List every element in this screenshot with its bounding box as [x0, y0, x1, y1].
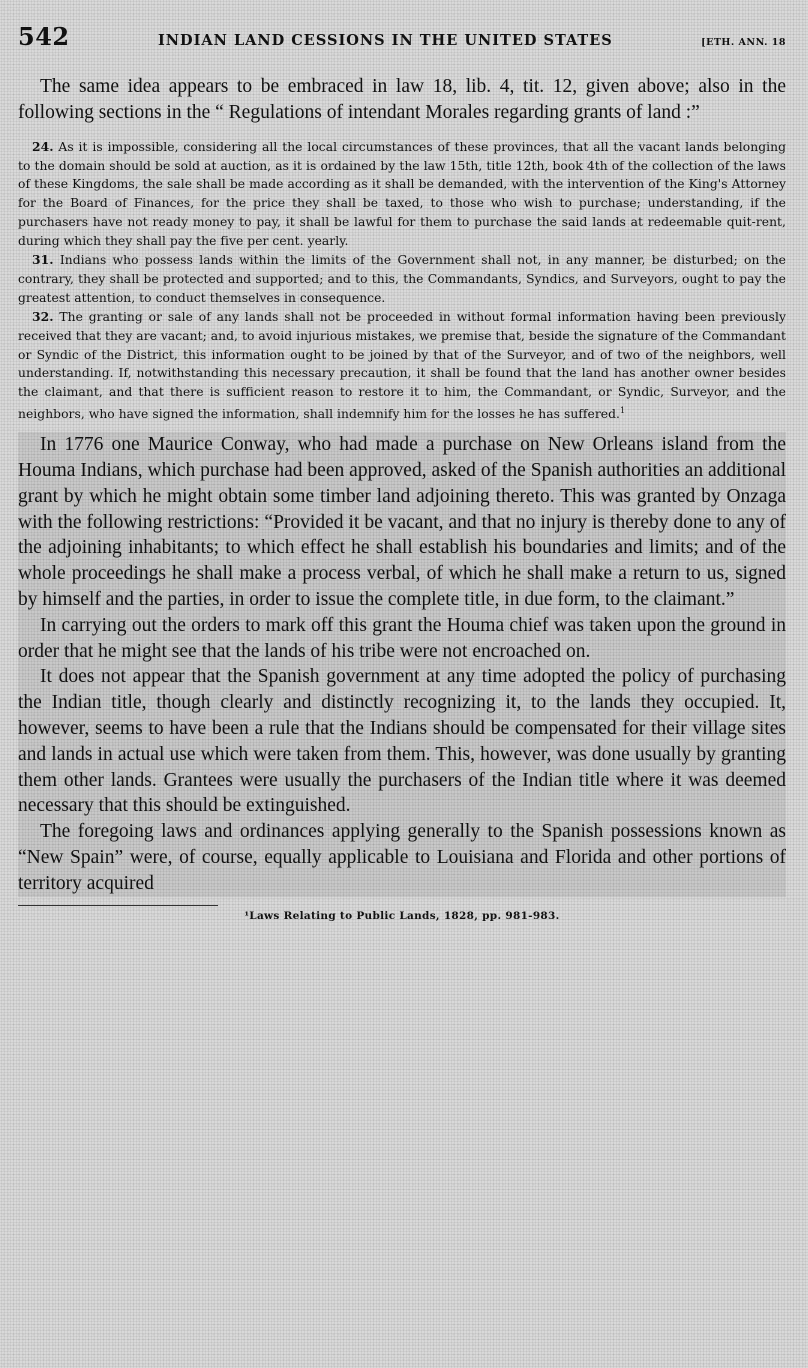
section-text: The granting or sale of any lands shall not be proceeded in without formal information having been previously received that they are vacant; and, to avoid injurious mistakes, we premise that, beside the signature of the Commandant or Syndic of the District, this information ought to be joined by that of the Surveyor, and of two of the neighbors, well understanding. If, notwithstanding this necessary precaution, it shall be found that the land has another owner besides the claimant, and that there is sufficient reason to restore it to him, the Commandant, or Syndic, Surveyor, and the neighbors, who have signed the information, shall indemnify him for the losses he has suffered. — [18, 309, 786, 422]
intro-paragraph: The same idea appears to be embraced in law 18, lib. 4, tit. 12, given above; also in the following sections in the “ Regulations of intendant Morales regarding grants of land :” — [18, 76, 786, 123]
section-31 — [18, 251, 786, 308]
footnote-reference: 1 — [619, 406, 626, 416]
section-text: Indians who possess lands within the limits of the Government shall not, in any manner, be disturbed; on the contrary, they shall be protected and supported; and to this, the Commandants, Syndics, and Surveyors, ought to pay the greatest attention, to conduct themselves in consequence. — [18, 253, 786, 305]
page-header — [18, 22, 786, 56]
section-number: 32. — [32, 308, 54, 324]
document-page — [18, 22, 786, 1352]
section-text: As it is impossible, considering all the local circumstances of these provinces, that all the vacant lands belonging to the domain should be sold at auction, as it is ordained by the law 15th, title 12th, book 4th of the collection of the laws of these Kingdoms, the sale shall be made according as it shall be demanded, with the intervention of the King's Attorney for the Board of Finances, for the price they shall be taxed, to those who wish to purchase; understanding, if the purchasers have not ready money to pay, it shall be lawful for them to purchase the said lands at redeemable quit-rent, during which they shall pay the five per cent. yearly. — [18, 139, 786, 249]
paragraph-new-spain: The foregoing laws and ordinances applying generally to the Spanish possessions known as “New Spain” were, of course, equally applicable to Louisiana and Florida and other portions of territory acquired — [18, 821, 786, 894]
footnote: ¹Laws Relating to Public Lands, 1828, pp. 981-983. — [244, 909, 560, 922]
paragraph-houma-chief: In carrying out the orders to mark off this grant the Houma chief was taken upon the ground in order that he might see that the lands of his tribe were not encroached on. — [18, 614, 786, 662]
section-number: 24. — [32, 138, 54, 154]
section-24 — [18, 138, 786, 251]
regulations-quote — [18, 138, 786, 425]
footnote-divider — [18, 905, 218, 906]
running-title: INDIAN LAND CESSIONS IN THE UNITED STATES — [158, 32, 613, 49]
body-text — [18, 432, 786, 896]
report-reference: [ETH. ANN. 18 — [701, 37, 786, 48]
section-32 — [18, 308, 786, 425]
paragraph-spanish-policy: It does not appear that the Spanish government at any time adopted the policy of purchasing the Indian title, though clearly and distinctly recognizing it, to the lands they occupied. It, however, seems to have been a rule that the Indians should be compensated for their village sites and lands in actual use which were taken from them. This, however, was done usually by granting them other lands. Grantees were usually the purchasers of the Indian title where it was deemed necessary that this should be extinguished. — [18, 666, 786, 817]
page-number: 542 — [18, 22, 70, 51]
paragraph-conway-grant: In 1776 one Maurice Conway, who had made a purchase on New Orleans island from the Houma Indians, which purchase had been approved, asked of the Spanish authorities an additional grant by which he might obtain some timber land adjoining thereto. This was granted by Onzaga with the following restrictions: “Provided it be vacant, and that no injury is thereby done to any of the adjoining inhabitants; to which effect he shall establish his boundaries and limits; and of the whole proceedings he shall make a process verbal, of which he shall make a return to us, signed by himself and the parties, in order to issue the complete title, in due form, to the claimant.” — [18, 434, 786, 611]
section-number: 31. — [32, 252, 54, 268]
